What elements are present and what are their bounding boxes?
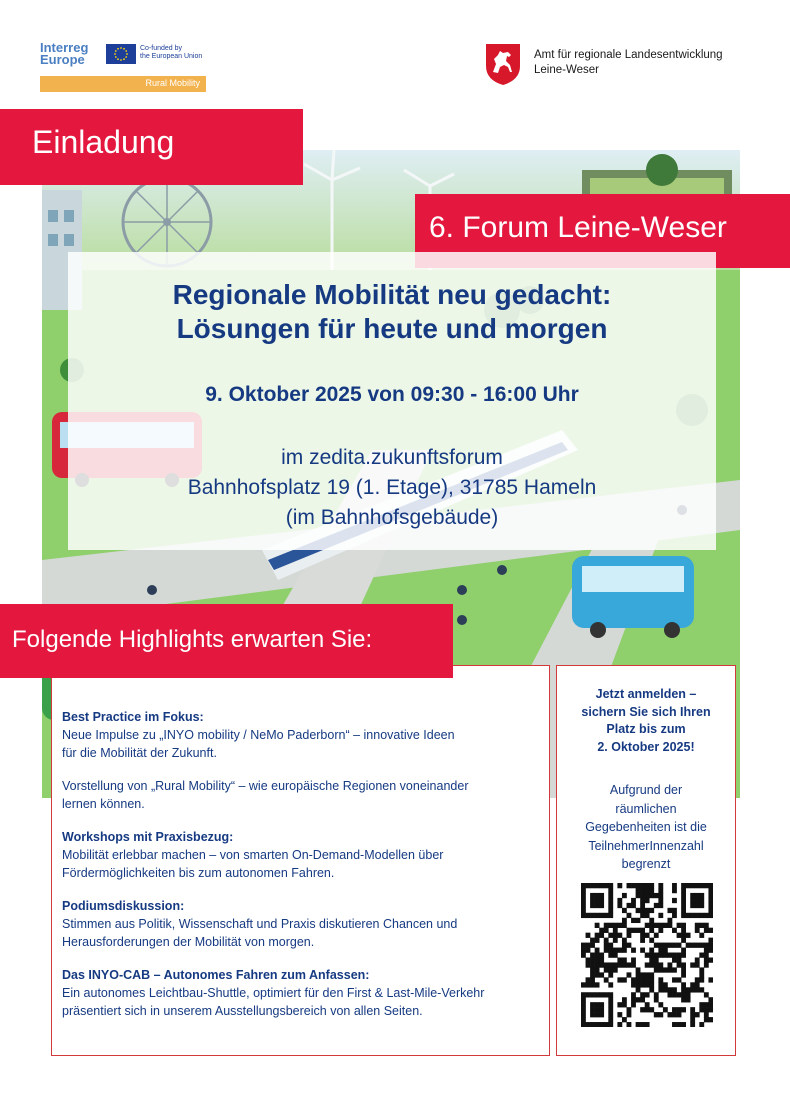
highlight-text-line: Vorstellung von „Rural Mobility“ – wie europäische Regionen voneinander (62, 779, 469, 793)
headline-line2: Lösungen für heute und morgen (176, 313, 608, 344)
highlight-text-line: lernen können. (62, 797, 145, 811)
highlight-item (62, 777, 539, 813)
note-line: Aufgrund der (609, 783, 683, 797)
cta-line: Platz bis zum (606, 722, 686, 736)
highlight-item (62, 966, 539, 1020)
highlights-box (51, 665, 550, 1056)
capacity-note (557, 781, 735, 874)
note-line: begrenzt (621, 857, 671, 871)
event-headline (68, 278, 716, 346)
highlight-text-line: Stimmen aus Politik, Wissenschaft und Praxis diskutieren Chancen und (62, 917, 458, 931)
registration-box (556, 665, 736, 1056)
invitation-banner: Einladung (0, 109, 303, 185)
venue-line2: Bahnhofsplatz 19 (1. Etage), 31785 Hameln (187, 476, 597, 499)
cta-line: Jetzt anmelden – (595, 687, 697, 701)
interreg-europe-logo (40, 40, 210, 88)
highlight-text-line: für die Mobilität der Zukunft. (62, 746, 217, 760)
agency-line2: Leine-Weser (534, 64, 599, 76)
highlight-item (62, 897, 539, 951)
highlight-title: Das INYO-CAB – Autonomes Fahren zum Anfassen: (62, 968, 370, 982)
interreg-line1: Interreg (40, 40, 89, 55)
highlight-text-line: Fördermöglichkeiten bis zum autonomen Fahren. (62, 866, 335, 880)
forum-banner: 6. Forum Leine-Weser (415, 194, 790, 268)
agency-logo (484, 42, 774, 88)
highlight-text-line: Ein autonomes Leichtbau-Shuttle, optimiert für den First & Last-Mile-Verkehr (62, 986, 485, 1000)
cta-line: 2. Oktober 2025! (597, 739, 695, 754)
eu-line2: the European Union (140, 53, 203, 60)
highlight-item (62, 828, 539, 882)
agency-line1: Amt für regionale Landesentwicklung (534, 49, 723, 61)
note-line: TeilnehmerInnenzahl (588, 838, 704, 853)
interreg-line2: Europe (40, 52, 85, 67)
headline-line1: Regionale Mobilität neu gedacht: (172, 279, 612, 310)
event-date: 9. Oktober 2025 von 09:30 - 16:00 Uhr (205, 383, 579, 406)
note-line: Gegebenheiten ist die (585, 820, 707, 834)
highlight-item (62, 708, 539, 762)
programme-tag (40, 76, 206, 92)
highlight-text-line: Herausforderungen der Mobilität von morgen. (62, 935, 315, 949)
highlight-text-line: Neue Impulse zu „INYO mobility / NeMo Paderborn“ – innovative Ideen (62, 728, 455, 742)
highlight-title: Best Practice im Fokus: (62, 710, 204, 724)
event-info-panel (68, 252, 716, 550)
eu-line1: Co-funded by (140, 45, 183, 52)
qr-code-icon[interactable] (581, 883, 713, 1027)
registration-cta (557, 686, 735, 756)
highlights-banner: Folgende Highlights erwarten Sie: (0, 604, 453, 678)
programme-tag-label: Rural Mobility (145, 78, 200, 88)
eu-flag-icon (106, 44, 136, 64)
highlight-title: Podiumsdiskussion: (62, 899, 185, 913)
highlight-text-line: Mobilität erlebbar machen – von smarten On-Demand-Modellen über (62, 848, 444, 862)
lower-saxony-horse-crest-icon (484, 42, 522, 86)
eu-cofunded-text (140, 45, 220, 61)
event-venue (68, 443, 716, 533)
venue-line3: (im Bahnhofsgebäude) (285, 506, 499, 529)
cta-line: sichern Sie sich Ihren (581, 704, 711, 719)
venue-line1: im zedita.zukunftsforum (281, 446, 503, 469)
agency-name (534, 48, 723, 78)
note-line: räumlichen (615, 801, 677, 816)
highlight-title: Workshops mit Praxisbezug: (62, 830, 234, 844)
highlight-text-line: präsentiert sich in unserem Ausstellungsbereich von allen Seiten. (62, 1004, 423, 1018)
